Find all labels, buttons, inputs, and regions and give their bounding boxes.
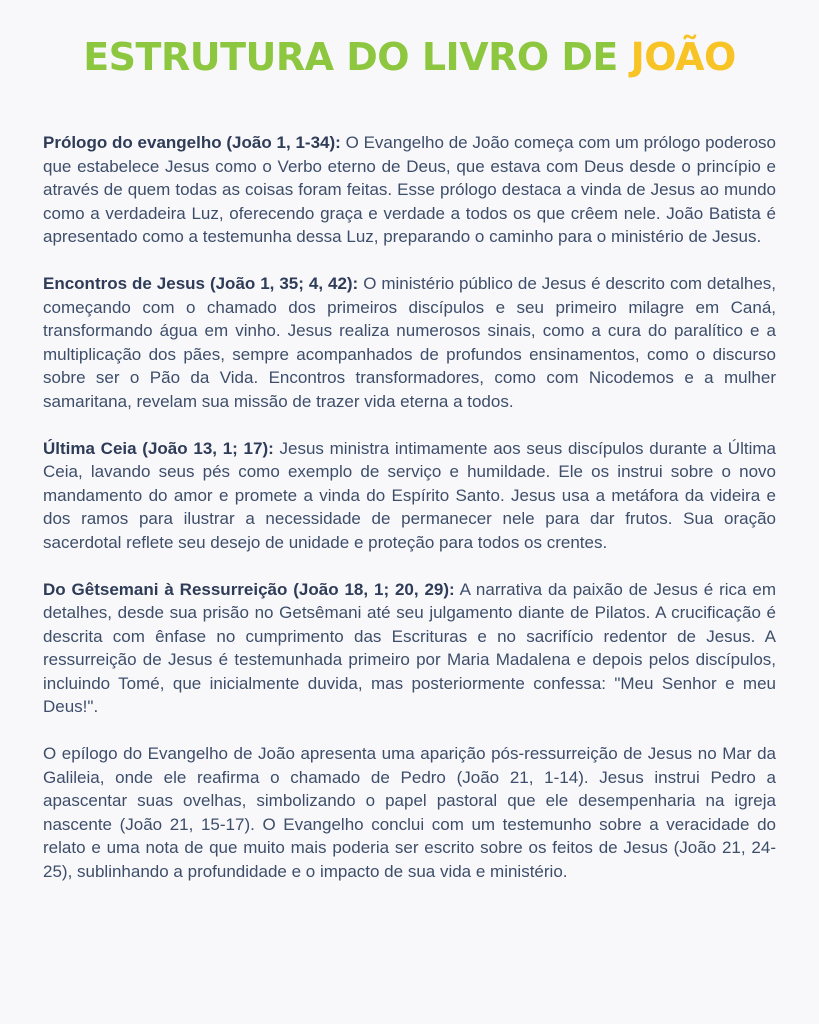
section-passion-resurrection bbox=[43, 578, 776, 719]
section-heading: Última Ceia (João 13, 1; 17): bbox=[43, 438, 274, 458]
section-epilogue: O epílogo do Evangelho de João apresenta uma aparição pós-ressurreição de Jesus no Mar da Galileia, onde ele reafirma o chamado de Pedro (João 21, 1-14). Jesus instrui Pedro a apascentar suas ovelhas, simbolizando o papel pastoral que ele desempenharia na igreja nascente (João 21, 15-17). O Evangelho conclui com um testemunho sobre a veracidade do relato e uma nota de que muito mais poderia ser escrito sobre os feitos de Jesus (João 21, 24-25), sublinhando a profundidade e o impacto de sua vida e ministério. bbox=[43, 744, 776, 881]
section-heading: Prólogo do evangelho (João 1, 1-34): bbox=[43, 133, 341, 152]
section-last-supper bbox=[43, 437, 776, 555]
section-heading: Do Gêtsemani à Ressurreição (João 18, 1; 20, 29): bbox=[43, 579, 455, 599]
section-heading: Encontros de Jesus (João 1, 35; 4, 42): bbox=[43, 274, 359, 293]
section-text: A narrativa da paixão de Jesus é rica em detalhes, desde sua prisão no Getsêmani até seu julgamento diante de Pilatos. A crucificação é descrita com ênfase no cumprimento das Escrituras e no sacrifício redentor de Jesus. A ressurreição de Jesus é testemunhada primeiro por Maria Madalena e depois pelos discípulos, incluindo Tomé, que inicialmente duvida, mas posteriormente confessa: "Meu Senhor e meu Deus!". bbox=[43, 579, 776, 716]
section-prologue bbox=[43, 131, 776, 249]
section-text: O Evangelho de João começa com um prólogo poderoso que estabelece Jesus como o Verbo eterno de Deus, que estava com Deus desde o princípio e através de quem todas as coisas foram feitas. Esse prólogo destaca a vinda de Jesus ao mundo como a verdadeira Luz, oferecendo graça e verdade a todos os que crêem nele. João Batista é apresentado como a testemunha dessa Luz, preparando o caminho para o ministério de Jesus. bbox=[43, 133, 776, 246]
section-text: O ministério público de Jesus é descrito com detalhes, começando com o chamado dos primeiros discípulos e seu primeiro milagre em Caná, transformando água em vinho. Jesus realiza numerosos sinais, como a cura do paralítico e a multiplicação dos pães, sempre acompanhados de profundos ensinamentos, como o discurso sobre ser o Pão da Vida. Encontros transformadores, como com Nicodemos e a mulher samaritana, revelam sua missão de trazer vida eterna a todos. bbox=[43, 274, 776, 411]
title-highlight: JOÃO bbox=[630, 35, 736, 79]
page-title bbox=[0, 32, 819, 82]
document-body bbox=[43, 131, 776, 907]
title-main: ESTRUTURA DO LIVRO DE bbox=[83, 35, 618, 79]
section-encounters bbox=[43, 272, 776, 413]
section-text: Jesus ministra intimamente aos seus discípulos durante a Última Ceia, lavando seus pés como exemplo de serviço e humildade. Ele os instrui sobre o novo mandamento do amor e promete a vinda do Espírito Santo. Jesus usa a metáfora da videira e dos ramos para ilustrar a necessidade de permanecer nele para dar frutos. Sua oração sacerdotal reflete seu desejo de unidade e proteção para todos os crentes. bbox=[43, 438, 776, 552]
